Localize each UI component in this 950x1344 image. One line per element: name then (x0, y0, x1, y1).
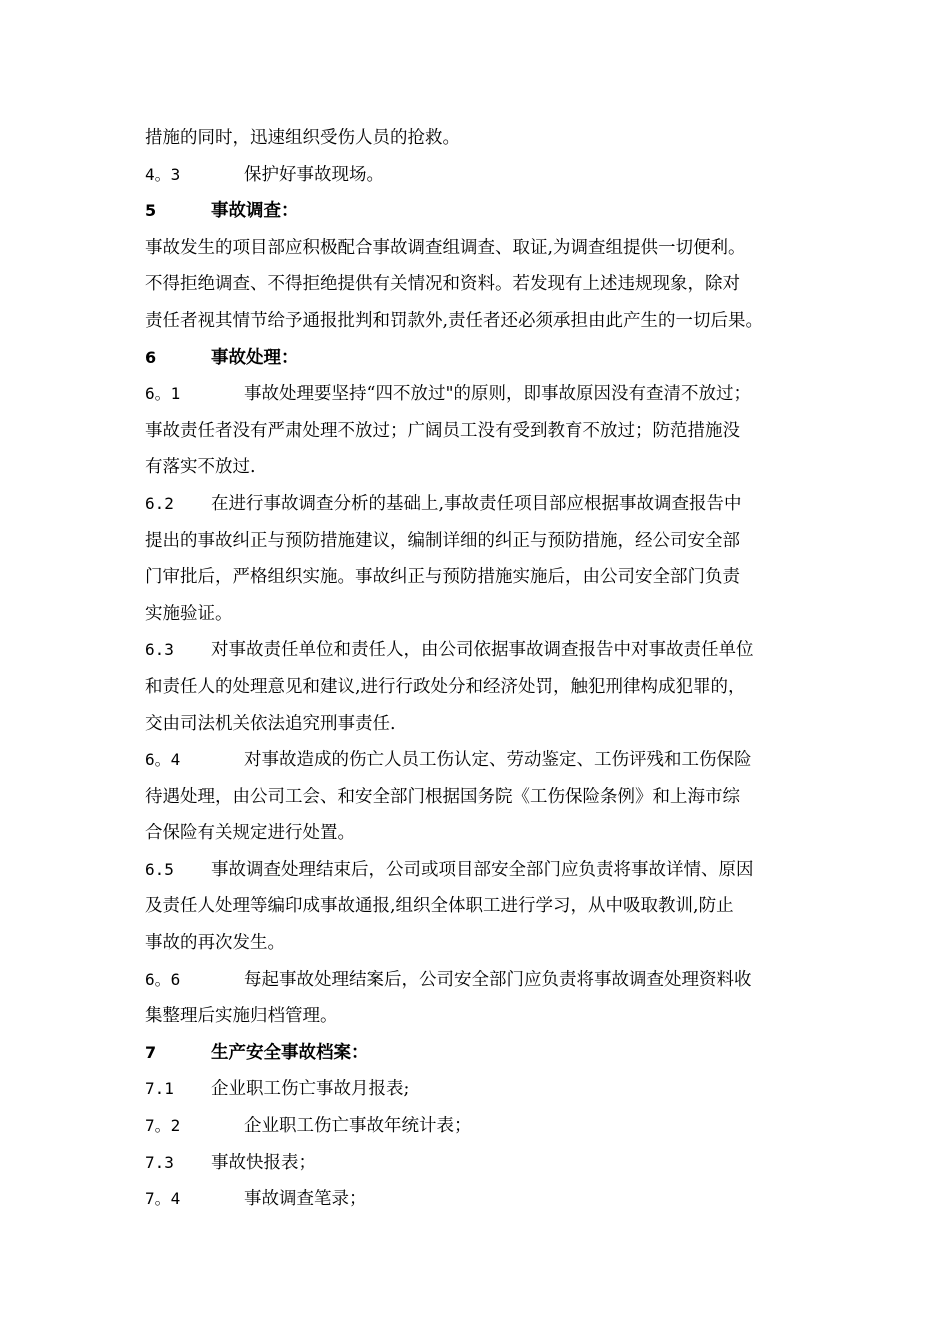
item-number: 7。4 (145, 1189, 181, 1209)
item-text: 事故处理要坚持“四不放过"的原则，即事故原因没有查清不放过； (244, 384, 751, 405)
section-title: 生产安全事故档案： (211, 1042, 369, 1063)
paragraph-line: 有落实不放过. (145, 457, 256, 478)
item-text: 企业职工伤亡事故月报表; (211, 1079, 410, 1100)
item-text: 保护好事故现场。 (244, 164, 384, 185)
item-number: 4。3 (145, 164, 181, 184)
paragraph-line: 事故的再次发生。 (145, 933, 285, 954)
item-7-2 (145, 1108, 825, 1145)
item-6-4 (145, 742, 825, 779)
section-title: 事故调查： (211, 201, 299, 222)
paragraph-line: 实施验证。 (145, 603, 233, 624)
item-text: 事故调查处理结束后，公司或项目部安全部门应负责将事故详情、原因 (211, 859, 754, 880)
item-6-2 (145, 486, 825, 523)
section-number: 5 (145, 201, 157, 221)
item-number: 7.1 (145, 1079, 174, 1099)
paragraph-line: 责任者视其情节给予通报批判和罚款外,责任者还必须承担由此产生的一切后果。 (145, 310, 764, 331)
paragraph-line: 不得拒绝调查、不得拒绝提供有关情况和资料。若发现有上述违规现象，除对 (145, 274, 740, 295)
item-text: 每起事故处理结案后，公司安全部门应负责将事故调查处理资料收 (244, 969, 752, 990)
item-number: 6。6 (145, 969, 181, 989)
item-number: 7.3 (145, 1152, 174, 1172)
item-7-1 (145, 1071, 825, 1108)
item-number: 6.3 (145, 640, 174, 660)
section-number: 7 (145, 1042, 157, 1062)
paragraph-line: 集整理后实施归档管理。 (145, 1006, 338, 1027)
item-text: 在进行事故调查分析的基础上,事故责任项目部应根据事故调查报告中 (211, 493, 742, 514)
document-body (145, 120, 825, 1218)
section-heading-7 (145, 1035, 825, 1072)
item-7-3 (145, 1145, 825, 1182)
paragraph-line: 和责任人的处理意见和建议,进行行政处分和经济处罚，触犯刑律构成犯罪的， (145, 676, 746, 697)
item-6-6 (145, 962, 825, 999)
item-text: 对事故责任单位和责任人，由公司依据事故调查报告中对事故责任单位 (211, 640, 754, 661)
paragraph-line: 措施的同时，迅速组织受伤人员的抢救。 (145, 128, 460, 148)
paragraph-line: 合保险有关规定进行处置。 (145, 823, 355, 844)
item-text: 企业职工伤亡事故年统计表； (244, 1116, 472, 1137)
paragraph-line: 交由司法机关依法追究刑事责任. (145, 713, 396, 734)
item-number: 6。1 (145, 384, 181, 404)
section-number: 6 (145, 347, 157, 367)
item-text: 事故调查笔录； (244, 1189, 367, 1210)
item-number: 6.5 (145, 859, 174, 879)
item-6-3 (145, 632, 825, 669)
paragraph-line: 及责任人处理等编印成事故通报,组织全体职工进行学习，从中吸取教训,防止 (145, 896, 734, 917)
paragraph-line: 事故责任者没有严肃处理不放过；广阔员工没有受到教育不放过；防范措施没 (145, 420, 740, 441)
paragraph-line: 待遇处理，由公司工会、和安全部门根据国务院《工伤保险条例》和上海市综 (145, 786, 740, 807)
paragraph-line: 门审批后，严格组织实施。事故纠正与预防措施实施后，由公司安全部门负责 (145, 567, 740, 588)
item-text: 事故快报表； (211, 1152, 316, 1173)
paragraph-line: 事故发生的项目部应积极配合事故调查组调查、取证,为调查组提供一切便利。 (145, 237, 746, 258)
section-heading-5 (145, 193, 825, 230)
item-4-3 (145, 157, 825, 194)
section-title: 事故处理： (211, 347, 299, 368)
item-6-1 (145, 376, 825, 413)
item-number: 6。4 (145, 750, 181, 770)
item-7-4 (145, 1181, 825, 1218)
section-heading-6 (145, 340, 825, 377)
paragraph-line: 提出的事故纠正与预防措施建议，编制详细的纠正与预防措施，经公司安全部 (145, 530, 740, 551)
item-text: 对事故造成的伤亡人员工伤认定、劳动鉴定、工伤评残和工伤保险 (244, 750, 752, 771)
item-number: 6.2 (145, 493, 174, 513)
item-number: 7。2 (145, 1116, 181, 1136)
item-6-5 (145, 852, 825, 889)
